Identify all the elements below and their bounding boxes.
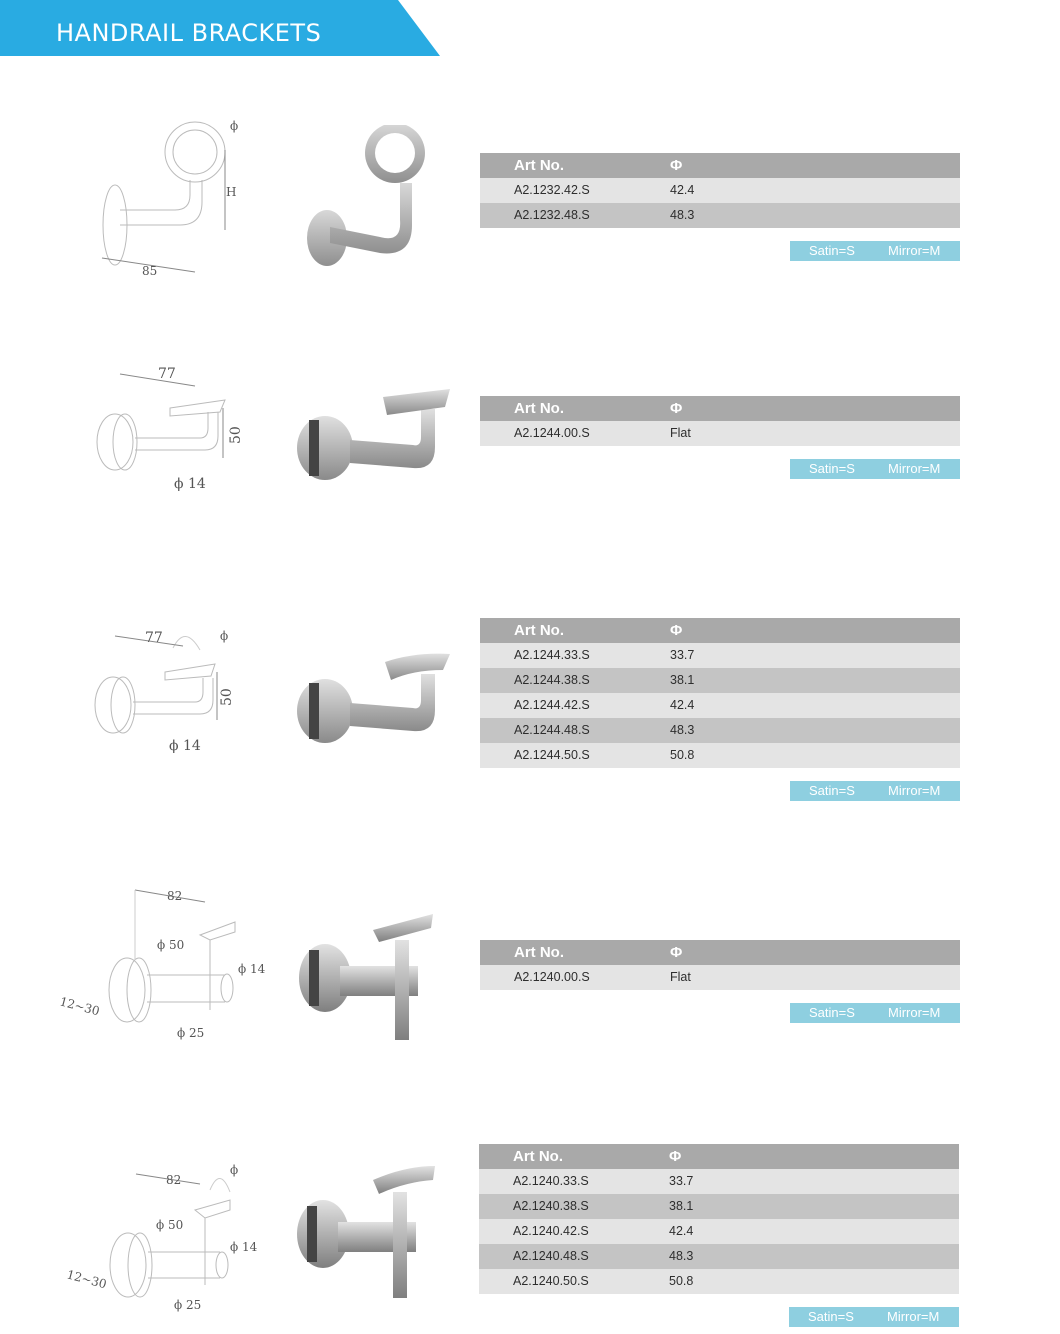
dim-82: 82 [166, 1173, 182, 1187]
art-no: A2.1240.50.S [513, 1274, 589, 1288]
phi-value: 42.4 [669, 1224, 694, 1238]
dim-77: 77 [145, 630, 163, 646]
finish-legend [790, 241, 960, 261]
table-row [480, 668, 960, 693]
finish-legend [790, 459, 960, 479]
art-no: A2.1244.50.S [514, 748, 590, 762]
art-no: A2.1244.38.S [514, 673, 590, 687]
art-no: A2.1232.42.S [514, 183, 590, 197]
col-art-no: Art No. [514, 622, 564, 639]
phi-value: 42.4 [670, 698, 695, 712]
phi-value: 33.7 [669, 1174, 694, 1188]
finish-legend [789, 1307, 959, 1327]
table-row [480, 965, 960, 990]
col-phi: Φ [670, 157, 683, 174]
finish-satin: Satin=S [809, 243, 855, 258]
art-no: A2.1240.33.S [513, 1174, 589, 1188]
table-header [479, 1144, 959, 1169]
phi-value: 50.8 [670, 748, 695, 762]
phi-value: 42.4 [670, 183, 695, 197]
col-phi: Φ [670, 622, 683, 639]
phi-value: 38.1 [670, 673, 695, 687]
product-photo-5 [293, 1162, 443, 1302]
table-row [480, 718, 960, 743]
dim-50: 50 [228, 426, 244, 444]
table-row [480, 643, 960, 668]
art-no: A2.1244.00.S [514, 426, 590, 440]
page-header [0, 0, 440, 56]
product-photo-3 [295, 648, 455, 748]
dim-82: 82 [167, 889, 183, 903]
phi-value: 48.3 [669, 1249, 694, 1263]
col-art-no: Art No. [514, 400, 564, 417]
finish-mirror: Mirror=M [888, 1005, 941, 1020]
art-no: A2.1232.48.S [514, 208, 590, 222]
art-no: A2.1240.42.S [513, 1224, 589, 1238]
col-art-no: Art No. [514, 944, 564, 961]
spec-table-2 [480, 396, 960, 446]
phi-value: 38.1 [669, 1199, 694, 1213]
finish-legend [790, 781, 960, 801]
col-phi: Φ [670, 944, 683, 961]
table-row [479, 1244, 959, 1269]
table-row [479, 1219, 959, 1244]
dim-phi25: ϕ 25 [177, 1026, 205, 1040]
phi-value: 48.3 [670, 208, 695, 222]
finish-mirror: Mirror=M [887, 1309, 940, 1324]
finish-mirror: Mirror=M [888, 461, 941, 476]
table-header [480, 396, 960, 421]
dim-phi: ϕ [220, 629, 229, 643]
dim-phi14: ϕ 14 [238, 962, 266, 976]
technical-drawing-5 [60, 1160, 270, 1320]
phi-value: 48.3 [670, 723, 695, 737]
dim-77: 77 [158, 366, 176, 382]
table-row [480, 743, 960, 768]
technical-drawing-2 [90, 360, 260, 500]
phi-value: 33.7 [670, 648, 695, 662]
table-row [479, 1194, 959, 1219]
dim-phi14: ϕ 14 [169, 738, 201, 754]
dim-phi: ϕ [230, 1163, 239, 1177]
art-no: A2.1244.48.S [514, 723, 590, 737]
finish-legend [790, 1003, 960, 1023]
dim-phi50: ϕ 50 [157, 938, 185, 952]
table-row [479, 1269, 959, 1294]
table-header [480, 940, 960, 965]
product-photo-1 [300, 125, 440, 270]
art-no: A2.1244.42.S [514, 698, 590, 712]
phi-value: 50.8 [669, 1274, 694, 1288]
finish-mirror: Mirror=M [888, 243, 941, 258]
finish-satin: Satin=S [809, 783, 855, 798]
dim-h: H [226, 185, 237, 199]
table-row [479, 1169, 959, 1194]
dim-phi: ϕ [230, 119, 239, 133]
col-phi: Φ [670, 400, 683, 417]
phi-value: Flat [670, 426, 691, 440]
product-photo-2 [295, 385, 455, 485]
dim-50: 50 [219, 688, 235, 706]
technical-drawing-3 [85, 620, 260, 760]
page-title: HANDRAIL BRACKETS [56, 19, 322, 47]
table-row [480, 203, 960, 228]
spec-table-4 [480, 940, 960, 990]
art-no: A2.1244.33.S [514, 648, 590, 662]
finish-satin: Satin=S [809, 1005, 855, 1020]
dim-phi14: ϕ 14 [174, 476, 206, 492]
table-header [480, 153, 960, 178]
spec-table-1 [480, 153, 960, 228]
table-row [480, 178, 960, 203]
col-art-no: Art No. [513, 1148, 563, 1165]
finish-satin: Satin=S [808, 1309, 854, 1324]
art-no: A2.1240.48.S [513, 1249, 589, 1263]
product-photo-4 [295, 910, 445, 1045]
dim-12-30: 12~30 [65, 1267, 109, 1292]
spec-table-3 [480, 618, 960, 768]
finish-satin: Satin=S [809, 461, 855, 476]
col-art-no: Art No. [514, 157, 564, 174]
art-no: A2.1240.38.S [513, 1199, 589, 1213]
phi-value: Flat [670, 970, 691, 984]
dim-85: 85 [142, 264, 158, 278]
technical-drawing-4 [55, 880, 270, 1045]
technical-drawing-1 [90, 110, 260, 285]
dim-phi25: ϕ 25 [174, 1298, 202, 1312]
finish-mirror: Mirror=M [888, 783, 941, 798]
table-row [480, 421, 960, 446]
dim-12-30: 12~30 [58, 994, 102, 1019]
art-no: A2.1240.00.S [514, 970, 590, 984]
table-header [480, 618, 960, 643]
table-row [480, 693, 960, 718]
col-phi: Φ [669, 1148, 682, 1165]
dim-phi50: ϕ 50 [156, 1218, 184, 1232]
spec-table-5 [479, 1144, 959, 1294]
dim-phi14: ϕ 14 [230, 1240, 258, 1254]
